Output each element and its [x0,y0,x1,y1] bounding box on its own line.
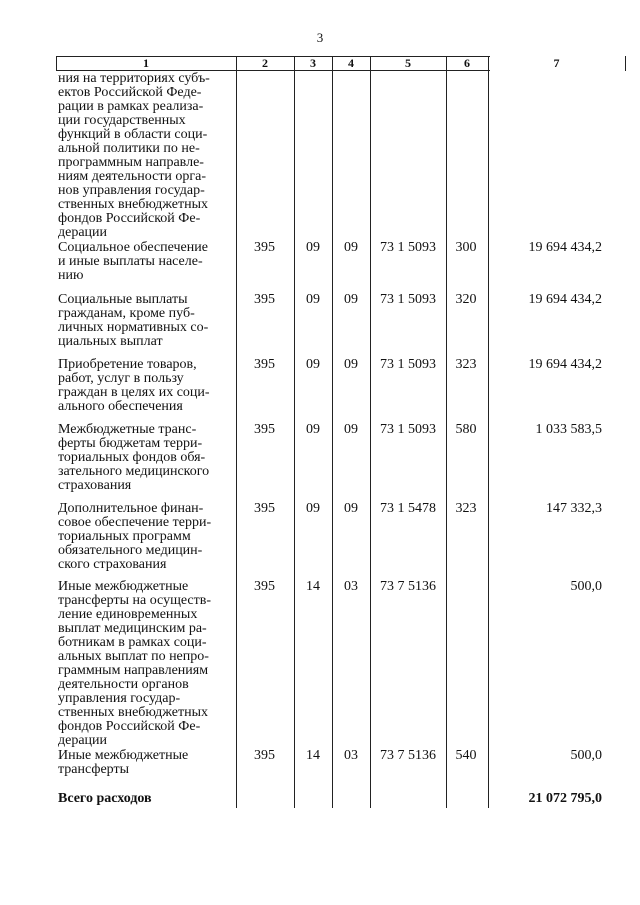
header-col-2: 2 [262,56,268,70]
col-line-right [625,56,626,71]
row-social-security-col7: 19 694 434,2 [528,240,602,255]
row-one-time-payments-col5: 73 7 5136 [380,579,436,594]
header-col-7: 7 [553,56,560,70]
row-social-payments-description: Социальные выплаты гражданам, кроме пуб- личных нормативных со- циальных выплат [58,292,209,349]
header-col-3: 3 [310,56,316,70]
row-other-transfers-col5: 73 7 5136 [380,748,436,763]
row-additional-funding-col2: 395 [254,501,275,516]
row-additional-funding-col5: 73 1 5478 [380,501,436,516]
row-interbudget-transfers-description: Межбюджетные транс- ферты бюджетам терри- ториальных фондов обя- зательного медицинского страхования [58,422,210,493]
row-social-payments-col6: 320 [455,292,477,307]
row-one-time-payments-col3: 14 [306,579,320,594]
expenditure-table [56,56,626,808]
row-interbudget-transfers-col7: 1 033 583,5 [535,422,602,437]
page-number: 3 [316,30,324,45]
total-value: 21 072 795,0 [528,791,602,806]
row-social-payments-col2: 395 [254,292,275,307]
row-purchase-description: Приобретение товаров, работ, услуг в пользу граждан в целях их соци- ального обеспечения [58,357,210,414]
row-interbudget-transfers-col3: 09 [306,422,320,437]
row-social-security-col6: 300 [455,240,477,255]
row-additional-funding-description: Дополнительное финан- совое обеспечение терри- ториальных программ обязательного медицин- ского страхования [58,501,212,572]
row-social-payments-col5: 73 1 5093 [380,292,436,307]
row-other-transfers-col3: 14 [306,748,320,763]
row-other-transfers-col4: 03 [344,748,358,763]
row-social-security-col5: 73 1 5093 [380,240,436,255]
header-col-1: 1 [143,56,149,70]
row-additional-funding-col4: 09 [344,501,358,516]
row-other-transfers-col6: 540 [455,748,477,763]
row-continuation-description: ния на территориях субъ- ектов Российской Феде- рации в рамках реализа- ции государственных функций в области соци- альной политики по не- программным направле- ниям деятельности орга- нов управления государ- ственных внебюджетных фондов Российской Фе- дерации [58,71,210,240]
row-purchase-col6: 323 [455,357,477,372]
header-col-5: 5 [405,56,411,70]
row-interbudget-transfers-col6: 580 [455,422,477,437]
row-purchase-col3: 09 [306,357,320,372]
row-purchase-col2: 395 [254,357,275,372]
row-social-payments-col7: 19 694 434,2 [528,292,602,307]
row-social-payments-col3: 09 [306,292,320,307]
row-social-payments-col4: 09 [344,292,358,307]
row-other-transfers-col7: 500,0 [570,748,602,763]
row-one-time-payments-col7: 500,0 [570,579,602,594]
row-interbudget-transfers-col2: 395 [254,422,275,437]
row-one-time-payments-description: Иные межбюджетные трансферты на осуществ- ление единовременных выплат медицинским ра- ботникам в рамках соци- альных выплат по непро- граммным направлениям деятельности органов управления государ- ственных внебюджетных фондов Российской Фе- дерации [58,579,212,748]
row-social-security-col3: 09 [306,240,320,255]
header-col-6: 6 [464,56,470,70]
row-purchase-col7: 19 694 434,2 [528,357,602,372]
row-additional-funding-col3: 09 [306,501,320,516]
row-interbudget-transfers-col5: 73 1 5093 [380,422,436,437]
row-one-time-payments-col4: 03 [344,579,358,594]
row-purchase-col4: 09 [344,357,358,372]
header-col-4: 4 [348,56,354,70]
row-other-transfers-description: Иные межбюджетные трансферты [58,748,189,777]
row-additional-funding-col7: 147 332,3 [546,501,602,516]
row-interbudget-transfers-col4: 09 [344,422,358,437]
total-label: Всего расходов [58,791,152,806]
row-other-transfers-col2: 395 [254,748,275,763]
row-additional-funding-col6: 323 [455,501,477,516]
row-social-security-description: Социальное обеспечение и иные выплаты населе- нию [58,240,208,283]
row-purchase-col5: 73 1 5093 [380,357,436,372]
row-social-security-col2: 395 [254,240,275,255]
row-social-security-col4: 09 [344,240,358,255]
row-one-time-payments-col2: 395 [254,579,275,594]
